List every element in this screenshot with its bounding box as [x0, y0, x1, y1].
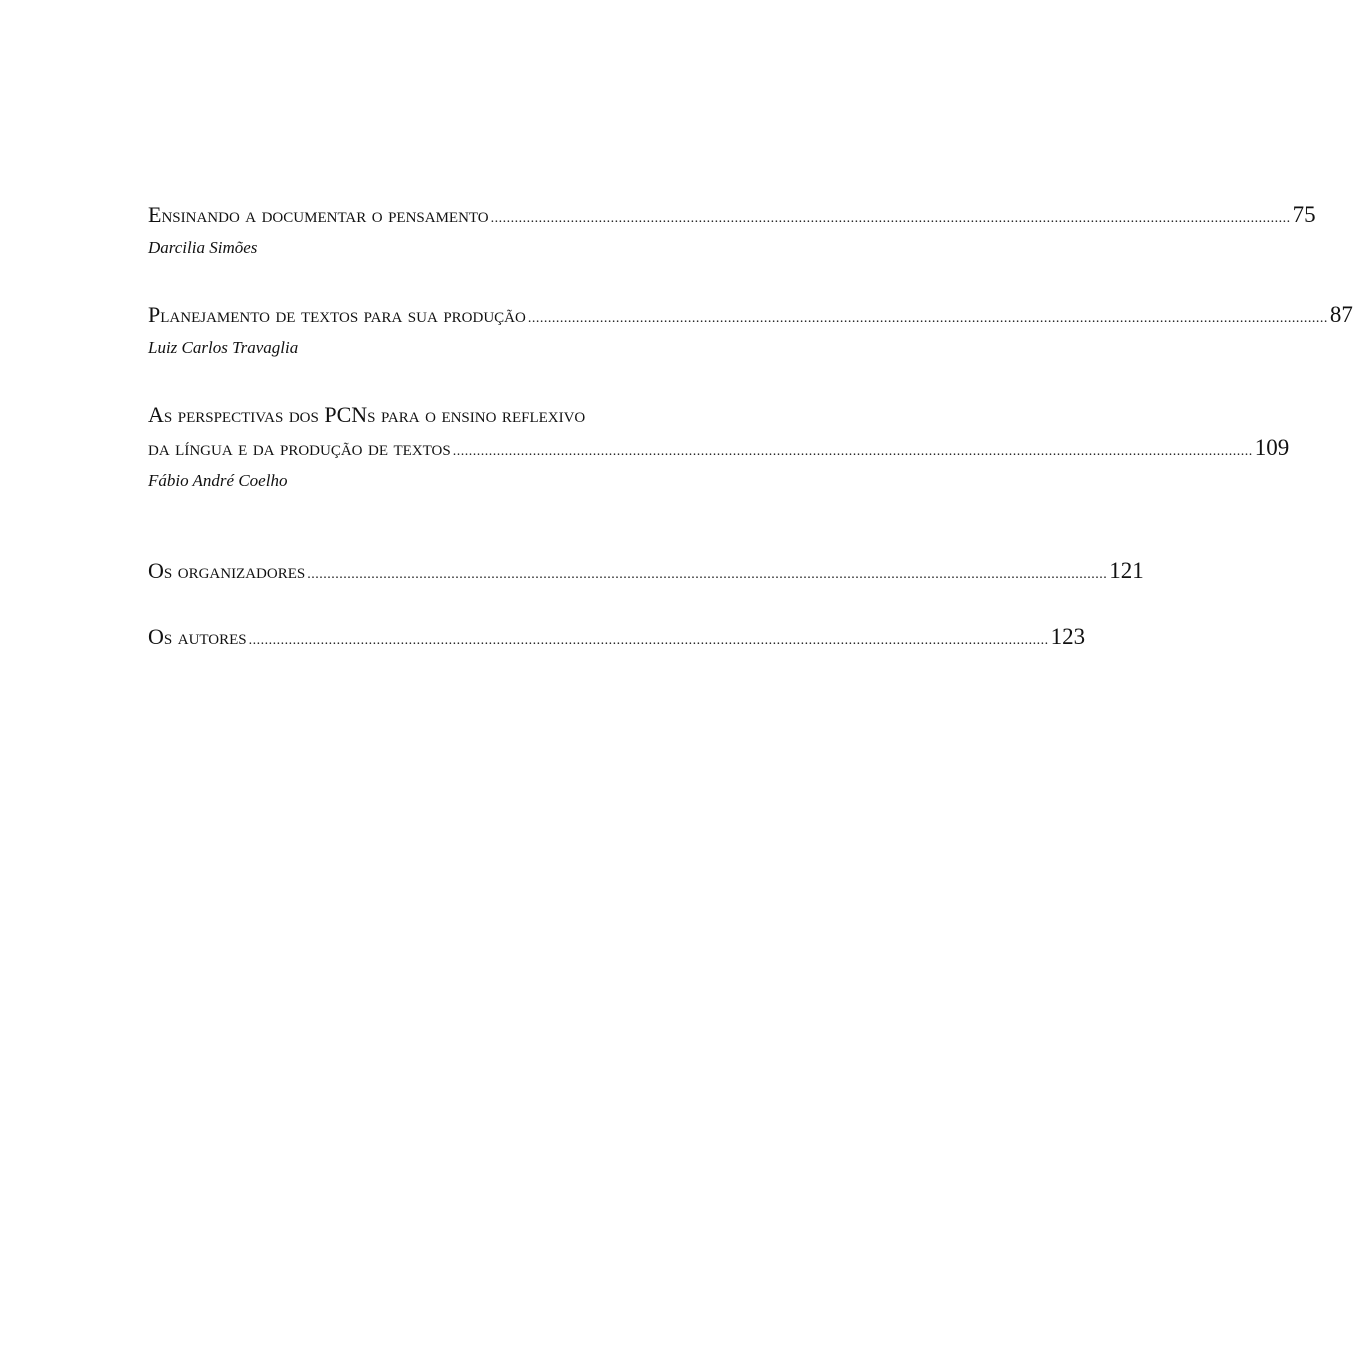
dot-leader: ........................................................................................................................................................................................................ — [452, 444, 1253, 459]
toc-entry — [148, 298, 1353, 359]
toc-page-number: 123 — [1050, 624, 1086, 649]
toc-entry-line — [148, 431, 1290, 468]
toc-entry-line — [148, 198, 1316, 235]
toc-page-number: 87 — [1329, 302, 1353, 327]
toc-entry-author: Fábio André Coelho — [148, 471, 288, 490]
toc-entry-title: Planejamento de textos para sua produção — [148, 302, 526, 327]
table-of-contents — [148, 198, 1353, 657]
dot-leader: ........................................................................................................................................................................................................ — [307, 567, 1108, 582]
toc-entry-title-line: As perspectivas dos PCNs para o ensino reflexivo — [148, 402, 586, 427]
toc-entry-title: Os organizadores — [148, 558, 306, 583]
toc-page-number: 75 — [1292, 202, 1316, 227]
toc-entry-title: da língua e da produção de textos — [148, 435, 451, 460]
toc-entry-title: Ensinando a documentar o pensamento — [148, 202, 489, 227]
toc-entry-author: Darcilia Simões — [148, 238, 258, 257]
toc-page-number: 121 — [1109, 558, 1144, 583]
toc-entry-line — [148, 554, 1144, 591]
toc-entry — [148, 198, 1316, 259]
toc-entry — [148, 620, 1086, 657]
dot-leader: ........................................................................................................................................................................................................ — [527, 311, 1328, 326]
toc-entry-author: Luiz Carlos Travaglia — [148, 338, 299, 357]
toc-entry — [148, 554, 1144, 591]
dot-leader: ........................................................................................................................................................................................................ — [248, 633, 1049, 648]
toc-entry-line — [148, 620, 1086, 657]
toc-entry-line — [148, 298, 1353, 335]
toc-entry — [148, 398, 1290, 492]
toc-page-number: 109 — [1254, 435, 1290, 460]
toc-entry-title: Os autores — [148, 624, 247, 649]
dot-leader: ........................................................................................................................................................................................................ — [490, 211, 1291, 226]
